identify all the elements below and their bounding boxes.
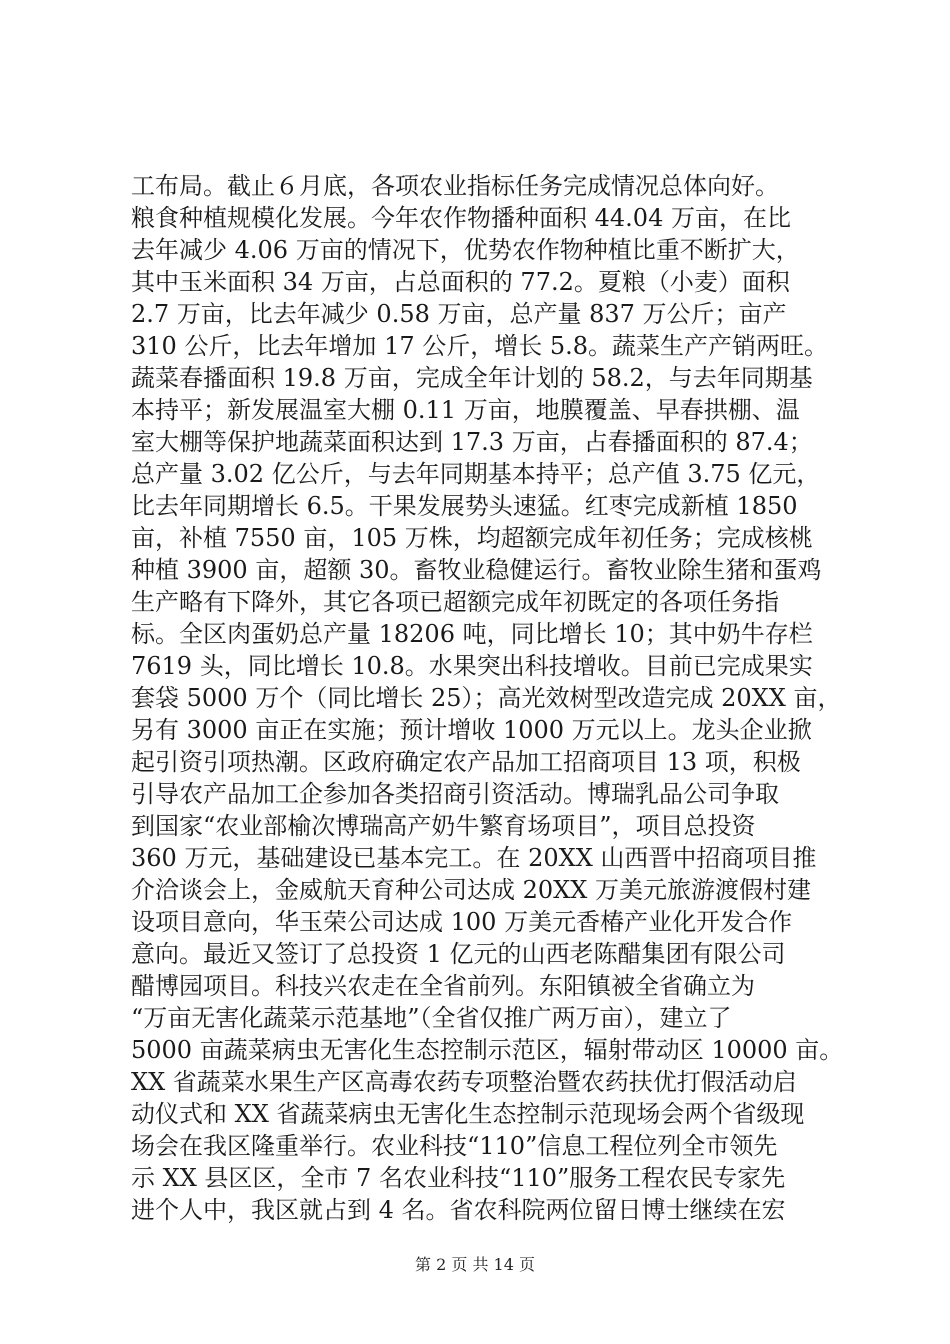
text-line: 引导农产品加工企参加各类招商引资活动。博瑞乳品公司争取	[131, 780, 779, 808]
text-line: 场会在我区隆重举行。农业科技“110”信息工程位列全市领先	[131, 1132, 778, 1160]
text-line: 2.7 万亩，比去年减少 0.58 万亩，总产量 837 万公斤；亩产	[131, 300, 787, 328]
text-line: 其中玉米面积 34 万亩，占总面积的 77.2。夏粮（小麦）面积	[131, 268, 790, 296]
text-line: “万亩无害化蔬菜示范基地”（全省仅推广两万亩），建立了	[131, 1004, 732, 1032]
text-line: 本持平；新发展温室大棚 0.11 万亩，地膜覆盖、早春拱棚、温	[131, 396, 800, 424]
text-line: 工布局。截止６月底，各项农业指标任务完成情况总体向好。	[131, 172, 779, 200]
text-line: 5000 亩蔬菜病虫无害化生态控制示范区，辐射带动区 10000 亩。	[131, 1036, 844, 1064]
text-line: 示 XX 县区区，全市 7 名农业科技“110”服务工程农民专家先	[131, 1164, 786, 1192]
text-line: 意向。最近又签订了总投资 1 亿元的山西老陈醋集团有限公司	[131, 940, 786, 968]
text-line: 介洽谈会上，金威航天育种公司达成 20XX 万美元旅游渡假村建	[131, 876, 811, 904]
body-text	[131, 170, 871, 1226]
text-line: 360 万元，基础建设已基本完工。在 20XX 山西晋中招商项目推	[131, 844, 817, 872]
text-line: 310 公斤，比去年增加 17 公斤，增长 5.8。蔬菜生产产销两旺。	[131, 332, 829, 360]
text-line: 生产略有下降外，其它各项已超额完成年初既定的各项任务指	[131, 588, 779, 616]
text-line: 标。全区肉蛋奶总产量 18206 吨，同比增长 10；其中奶牛存栏	[131, 620, 813, 648]
text-line: 套袋 5000 万个（同比增长 25）；高光效树型改造完成 20XX 亩，	[131, 684, 842, 712]
text-line: 比去年同期增长 6.5。干果发展势头速猛。红枣完成新植 1850	[131, 492, 798, 520]
text-line: XX 省蔬菜水果生产区高毒农药专项整治暨农药扶优打假活动启	[131, 1068, 797, 1096]
text-line: 去年减少 4.06 万亩的情况下，优势农作物种植比重不断扩大，	[131, 236, 800, 264]
text-line: 另有 3000 亩正在实施；预计增收 1000 万元以上。龙头企业掀	[131, 716, 812, 744]
text-line: 醋博园项目。科技兴农走在全省前列。东阳镇被全省确立为	[131, 972, 755, 1000]
text-line: 室大棚等保护地蔬菜面积达到 17.3 万亩，占春播面积的 87.4；	[131, 428, 813, 456]
text-line: 起引资引项热潮。区政府确定农产品加工招商项目 13 项，积极	[131, 748, 801, 776]
page-footer: 第 2 页 共 14 页	[415, 1255, 535, 1274]
text-line: 亩，补植 7550 亩，105 万株，均超额完成年初任务；完成核桃	[131, 524, 813, 552]
text-line: 种植 3900 亩，超额 30。畜牧业稳健运行。畜牧业除生猪和蛋鸡	[131, 556, 822, 584]
text-line: 粮食种植规模化发展。今年农作物播种面积 44.04 万亩，在比	[131, 204, 791, 232]
text-line: 设项目意向，华玉荣公司达成 100 万美元香椿产业化开发合作	[131, 908, 793, 936]
text-line: 到国家“农业部榆次博瑞高产奶牛繁育场项目”，项目总投资	[131, 812, 756, 840]
text-line: 进个人中，我区就占到 4 名。省农科院两位留日博士继续在宏	[131, 1196, 786, 1224]
text-line: 7619 头，同比增长 10.8。水果突出科技增收。目前已完成果实	[131, 652, 813, 680]
text-line: 动仪式和 XX 省蔬菜病虫无害化生态控制示范现场会两个省级现	[131, 1100, 805, 1128]
text-line: 蔬菜春播面积 19.8 万亩，完成全年计划的 58.2，与去年同期基	[131, 364, 813, 392]
text-line: 总产量 3.02 亿公斤，与去年同期基本持平；总产值 3.75 亿元，	[131, 460, 821, 488]
